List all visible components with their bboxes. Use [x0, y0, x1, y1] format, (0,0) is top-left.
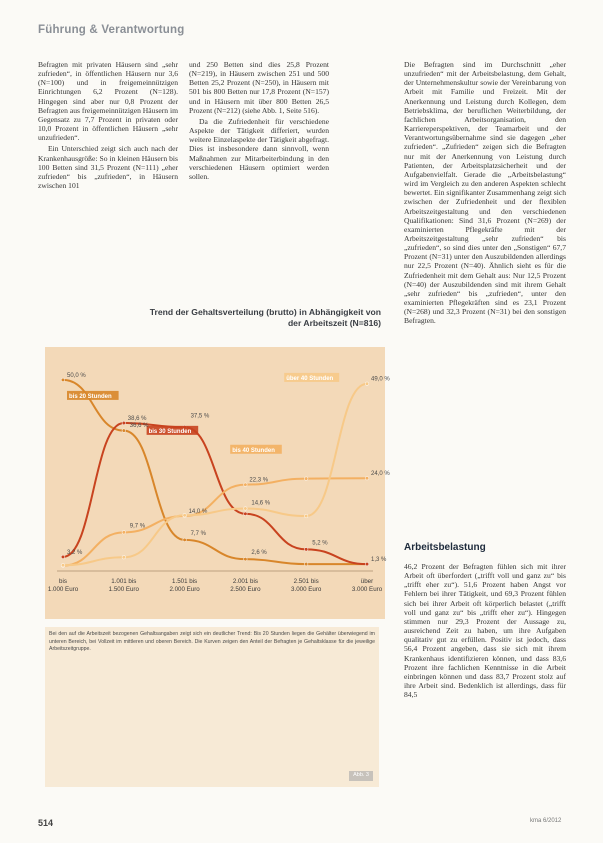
x-tick-label-line2-4: 3.000 Euro	[291, 586, 322, 593]
data-point-3-3	[244, 507, 248, 511]
data-point-1-1	[122, 421, 126, 425]
paragraph: Befragten mit privaten Häusern sind „sehr zufrieden“, in öffentlichen Häusern nur 3,6 (N=100) und in freigemeinnützigen Einrichtungen 6,2 Prozent (N=128). Hingegen sind aber nur 0,8 Prozent der Befragten aus freigemeinnützigen Häusern im Gegensatz zu 7,7 Prozent in privaten oder 10,0 Prozent in öffentlichen Häusern „sehr unzufrieden“.	[38, 60, 179, 143]
chart-figure	[37, 301, 389, 801]
section-header: Führung & Verantwortung	[38, 24, 185, 36]
data-point-1-3	[244, 512, 248, 516]
x-tick-label-line2-2: 2.000 Euro	[169, 586, 200, 593]
paragraph: und 250 Betten sind dies 25,8 Prozent (N=219), in Häusern zwischen 251 und 500 Betten 25,2 Prozent (N=250), in Häusern mit 501 bis 800 Betten nur 17,8 Prozent (N=157) und in Häusern mit über 800 Betten 26,5 Prozent (N=212) (siehe Abb. 1, Seite 516).	[189, 60, 329, 115]
x-tick-label-5: über	[360, 578, 374, 585]
series-name-1: bis 30 Stunden	[148, 428, 192, 435]
data-point-1-4	[304, 548, 308, 552]
x-tick-label-line2-3: 2.500 Euro	[230, 586, 261, 593]
data-point-0-1	[122, 429, 126, 433]
x-tick-label-line2-5: 3.000 Euro	[351, 586, 383, 593]
chart-caption	[45, 627, 379, 787]
data-label-3-5: 49,0 %	[371, 376, 390, 383]
subheading-arbeitsbelastung: Arbeitsbelastung	[404, 542, 486, 553]
chart-caption-text: Bei den auf die Arbeitszeit bezogenen Gehaltsangaben zeigt sich ein deutlicher Trend: Bis 20 Stunden liegen die Gehälter überwiegend im unteren Bereich, bei Vollzeit im mittleren und oberen Bereich. Die Kurven zeigen den Anteil der Befragten je Gehaltsklasse für die jeweilige Arbeitszeitgruppe.	[49, 631, 375, 653]
extra-label-6: 14,6 %	[251, 500, 271, 507]
data-point-3-0	[61, 563, 65, 567]
paragraph: 46,2 Prozent der Befragten fühlen sich mit ihrer Arbeit oft überfordert („trifft voll und ganz zu“ bis „trifft eher zu“). 51,6 Prozent haben Angst vor Fehlern bei ihrer Tätigkeit, und 69,3 Prozent fühlen sich bei ihrer Arbeit oft körperlich belastet („trifft voll und ganz zu“ bis „trifft eher zu“). Hingegen stimmen nur 29,3 Prozent der Aussage zu, ausreichend Zeit zu haben, um ihre Aufgaben qualitativ gut zu erfüllen. Positiv ist jedoch, dass 56,4 Prozent angeben, dass sie sich mit ihrem Krankenhaus identifizieren können, und dass 83,6 Prozent ihre fachlichen Kenntnisse in die Arbeit einbringen können und dass 83,7 Prozent stolz auf ihre Arbeit sind. Bedenklich ist allerdings, dass für 84,5	[404, 562, 566, 700]
extra-label-2: 7,7 %	[190, 530, 206, 537]
data-point-1-5	[365, 562, 369, 566]
data-point-0-2	[183, 538, 187, 542]
data-point-0-3	[244, 557, 248, 561]
chart-title	[37, 307, 381, 329]
x-tick-label-2: 1.501 bis	[172, 578, 198, 585]
text-column-3-continued	[404, 562, 566, 701]
extra-label-4: 5,2 %	[312, 540, 328, 547]
series-line-2	[63, 478, 367, 565]
data-point-0-0	[61, 378, 65, 382]
x-tick-label-line2-1: 1.500 Euro	[108, 586, 139, 593]
extra-label-5: 37,5 %	[190, 413, 210, 420]
data-point-2-4	[304, 477, 308, 481]
x-tick-label-1: 1.001 bis	[111, 578, 137, 585]
series-name-2: bis 40 Stunden	[232, 447, 275, 454]
data-label-1-0: 3,2 %	[67, 549, 83, 556]
page-number: 514	[38, 818, 54, 828]
chart-title-line2: der Arbeitszeit (N=816)	[287, 318, 381, 328]
data-point-3-1	[122, 555, 126, 559]
data-label-2-2: 14,0 %	[188, 509, 208, 516]
series-name-3: über 40 Stunden	[286, 375, 334, 382]
chart-plot-area	[45, 347, 390, 619]
data-label-0-0: 50,0 %	[67, 372, 86, 379]
text-column-1	[38, 60, 178, 192]
data-point-2-3	[244, 483, 248, 487]
paragraph: Die Befragten sind im Durchschnitt „eher unzufrieden“ mit der Arbeitsbelastung, dem Gehalt, der Unternehmenskultur sowie der Vereinbarung von Arbeit mit Familie und Freizeit. Mit der Anerkennung und Leistung durch Kollegen, dem Betriebsklima, der beruflichen Weiterbildung, der fachlichen Arbeitsorganisation, den Karriereperspektiven, der Teamarbeit und der Verantwortungsübernahme sind sie dagegen „eher zufrieden“. „Zufrieden“ zeigen sich die Befragten nur mit der Anerkennung von Leistung durch Patienten, der Arbeitsplatzsicherheit und der Aufgabenvielfalt. Gerade die „Arbeitsbelastung“ wird im Vergleich zu den anderen Aspekten schlecht bewertet. Ein signifikanter Zusammenhang zeigt sich zwischen der Zufriedenheit und der flexiblen Arbeitszeitgestaltung und den verschiedenen Qualifikationen: Sind 31,6 Prozent (N=269) der examinierten Pflegekräfte mit der Arbeitszeitgestaltung „sehr zufrieden“ bis „zufrieden“, so sind dies unter den „Sonstigen“ 67,7 Prozent (N=31) unter den Auszubildenden allerdings nur 22,5 Prozent (N=40). Ähnlich sieht es für die Zufriedenheit mit dem Gehalt aus: Nur 12,5 Prozent (N=40) der Auszubildenden sind mit ihrem Gehalt „sehr zufrieden“ bis „zufrieden“, unter den examinierten Pflegekräften sind es 23,1 Prozent (N=268) und 32,3 Prozent (N=31) bei den sonstigen Befragten.	[404, 60, 566, 326]
series-line-3	[63, 384, 367, 566]
data-label-0-5: 1,3 %	[371, 557, 387, 564]
paragraph: Da die Zufriedenheit für verschiedene Aspekte der Tätigkeit differiert, wurden weitere Einzelaspekte der Tätigkeit abgefragt. Dies ist insbesondere dann sinnvoll, wenn Maßnahmen zur Mitarbeiterbindung in den verschiedenen Häusern optimiert werden sollen.	[189, 116, 329, 181]
chart-svg	[45, 347, 390, 619]
paragraph: Ein Unterschied zeigt sich auch nach der Krankenhausgröße: So in kleinen Häusern bis 100 Betten sind 31,5 Prozent (N=111) „eher zufrieden“ bis „zufrieden“, in Häusern zwischen 101	[38, 144, 178, 191]
data-label-2-5: 24,0 %	[371, 471, 390, 478]
extra-label-3: 2,6 %	[251, 549, 267, 556]
data-label-1-1: 38,6 %	[127, 416, 147, 423]
data-point-0-4	[304, 562, 308, 566]
x-tick-label-0: bis	[59, 578, 67, 585]
text-column-3	[404, 60, 566, 328]
issue-reference: kma 6/2012	[530, 818, 562, 824]
data-point-3-2	[183, 513, 187, 517]
series-name-0: bis 20 Stunden	[69, 393, 112, 400]
data-point-2-5	[365, 476, 369, 480]
extra-label-0: 36,6 %	[129, 423, 149, 430]
x-tick-label-3: 2.001 bis	[232, 578, 258, 585]
chart-title-line1: Trend der Gehaltsverteilung (brutto) in Abhängigkeit von	[149, 307, 381, 317]
x-tick-label-line2-0: 1.000 Euro	[47, 586, 79, 593]
x-tick-label-4: 2.501 bis	[293, 578, 319, 585]
text-column-2	[189, 60, 329, 183]
data-point-3-5	[365, 382, 369, 386]
figure-tag: Abb. 3	[349, 771, 373, 781]
extra-label-1: 9,7 %	[129, 523, 146, 530]
data-point-3-4	[304, 514, 308, 518]
data-point-2-1	[122, 531, 126, 535]
data-point-1-0	[61, 555, 65, 559]
data-label-2-3: 22,3 %	[249, 477, 269, 484]
